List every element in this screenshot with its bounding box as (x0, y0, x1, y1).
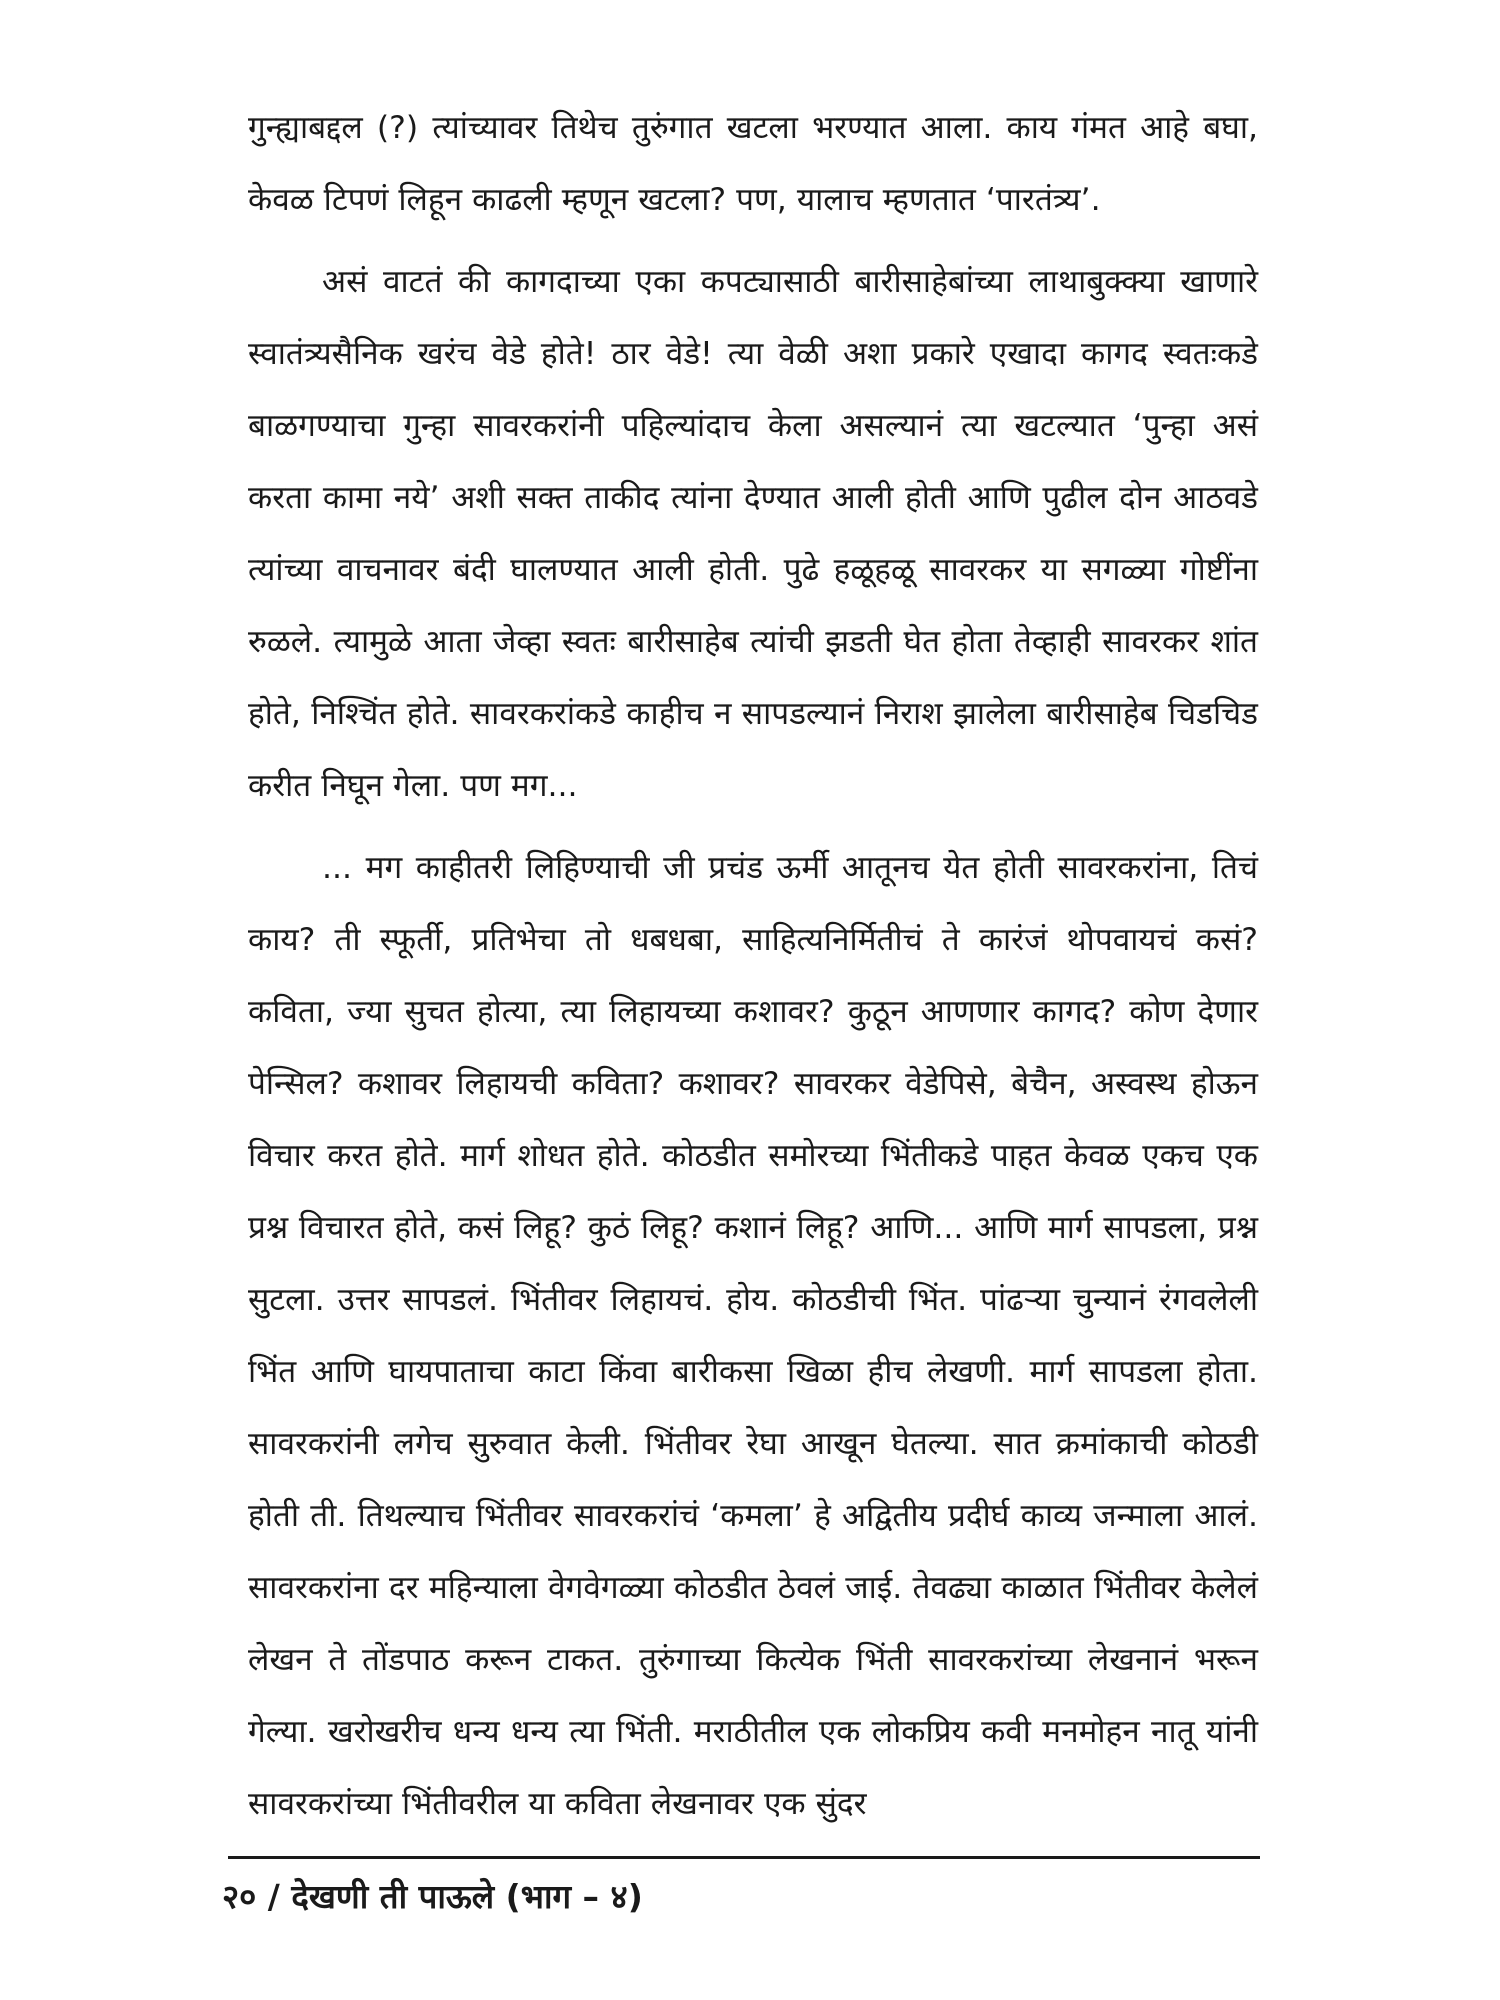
page-footer: २० / देखणी ती पाऊले (भाग – ४) (222, 1877, 643, 1916)
paragraph-2: असं वाटतं की कागदाच्या एका कपट्यासाठी बारीसाहेबांच्या लाथाबुक्क्या खाणारे स्वातंत्र्यसैनिक खरंच वेडे होते! ठार वेडे! त्या वेळी अशा प्रकारे एखादा कागद स्वतःकडे बाळगण्याचा गुन्हा सावरकरांनी पहिल्यांदाच केला असल्यानं त्या खटल्यात ‘पुन्हा असं करता कामा नये’ अशी सक्त ताकीद त्यांना देण्यात आली होती आणि पुढील दोन आठवडे त्यांच्या वाचनावर बंदी घालण्यात आली होती. पुढे हळूहळू सावरकर या सगळ्या गोष्टींना रुळले. त्यामुळे आता जेव्हा स्वतः बारीसाहेब त्यांची झडती घेत होता तेव्हाही सावरकर शांत होते, निश्चिंत होते. सावरकरांकडे काहीच न सापडल्यानं निराश झालेला बारीसाहेब चिडचिड करीत निघून गेला. पण मग... (248, 264, 1258, 804)
paragraph-3: ... मग काहीतरी लिहिण्याची जी प्रचंड ऊर्मी आतूनच येत होती सावरकरांना, तिचं काय? ती स्फूर्ती, प्रतिभेचा तो धबधबा, साहित्यनिर्मितीचं ते कारंजं थोपवायचं कसं? कविता, ज्या सुचत होत्या, त्या लिहायच्या कशावर? कुठून आणणार कागद? कोण देणार पेन्सिल? कशावर लिहायची कविता? कशावर? सावरकर वेडेपिसे, बेचैन, अस्वस्थ होऊन विचार करत होते. मार्ग शोधत होते. कोठडीत समोरच्या भिंतीकडे पाहत केवळ एकच एक प्रश्न विचारत होते, कसं लिहू? कुठं लिहू? कशानं लिहू? आणि... आणि मार्ग सापडला, प्रश्न सुटला. उत्तर सापडलं. भिंतीवर लिहायचं. होय. कोठडीची भिंत. पांढऱ्या चुन्यानं रंगवलेली भिंत आणि घायपाताचा काटा किंवा बारीकसा खिळा हीच लेखणी. मार्ग सापडला होता. सावरकरांनी लगेच सुरुवात केली. भिंतीवर रेघा आखून घेतल्या. सात क्रमांकाची कोठडी होती ती. तिथल्याच भिंतीवर सावरकरांचं ‘कमला’ हे अद्वितीय प्रदीर्घ काव्य जन्माला आलं. सावरकरांना दर महिन्याला वेगवेगळ्या कोठडीत ठेवलं जाई. तेवढ्या काळात भिंतीवर केलेलं लेखन ते तोंडपाठ करून टाकत. तुरुंगाच्या कित्येक भिंती सावरकरांच्या लेखनानं भरून गेल्या. खरोखरीच धन्य धन्य त्या भिंती. मराठीतील एक लोकप्रिय कवी मनमोहन नातू यांनी सावरकरांच्या भिंतीवरील या कविता लेखनावर एक सुंदर (248, 850, 1258, 1822)
paragraph-1: गुन्ह्याबद्दल (?) त्यांच्यावर तिथेच तुरुंगात खटला भरण्यात आला. काय गंमत आहे बघा, केवळ टिपणं लिहून काढली म्हणून खटला? पण, यालाच म्हणतात ‘पारतंत्र्य’. (248, 110, 1258, 218)
page-body (248, 92, 1258, 1822)
footer-divider (228, 1856, 1260, 1859)
